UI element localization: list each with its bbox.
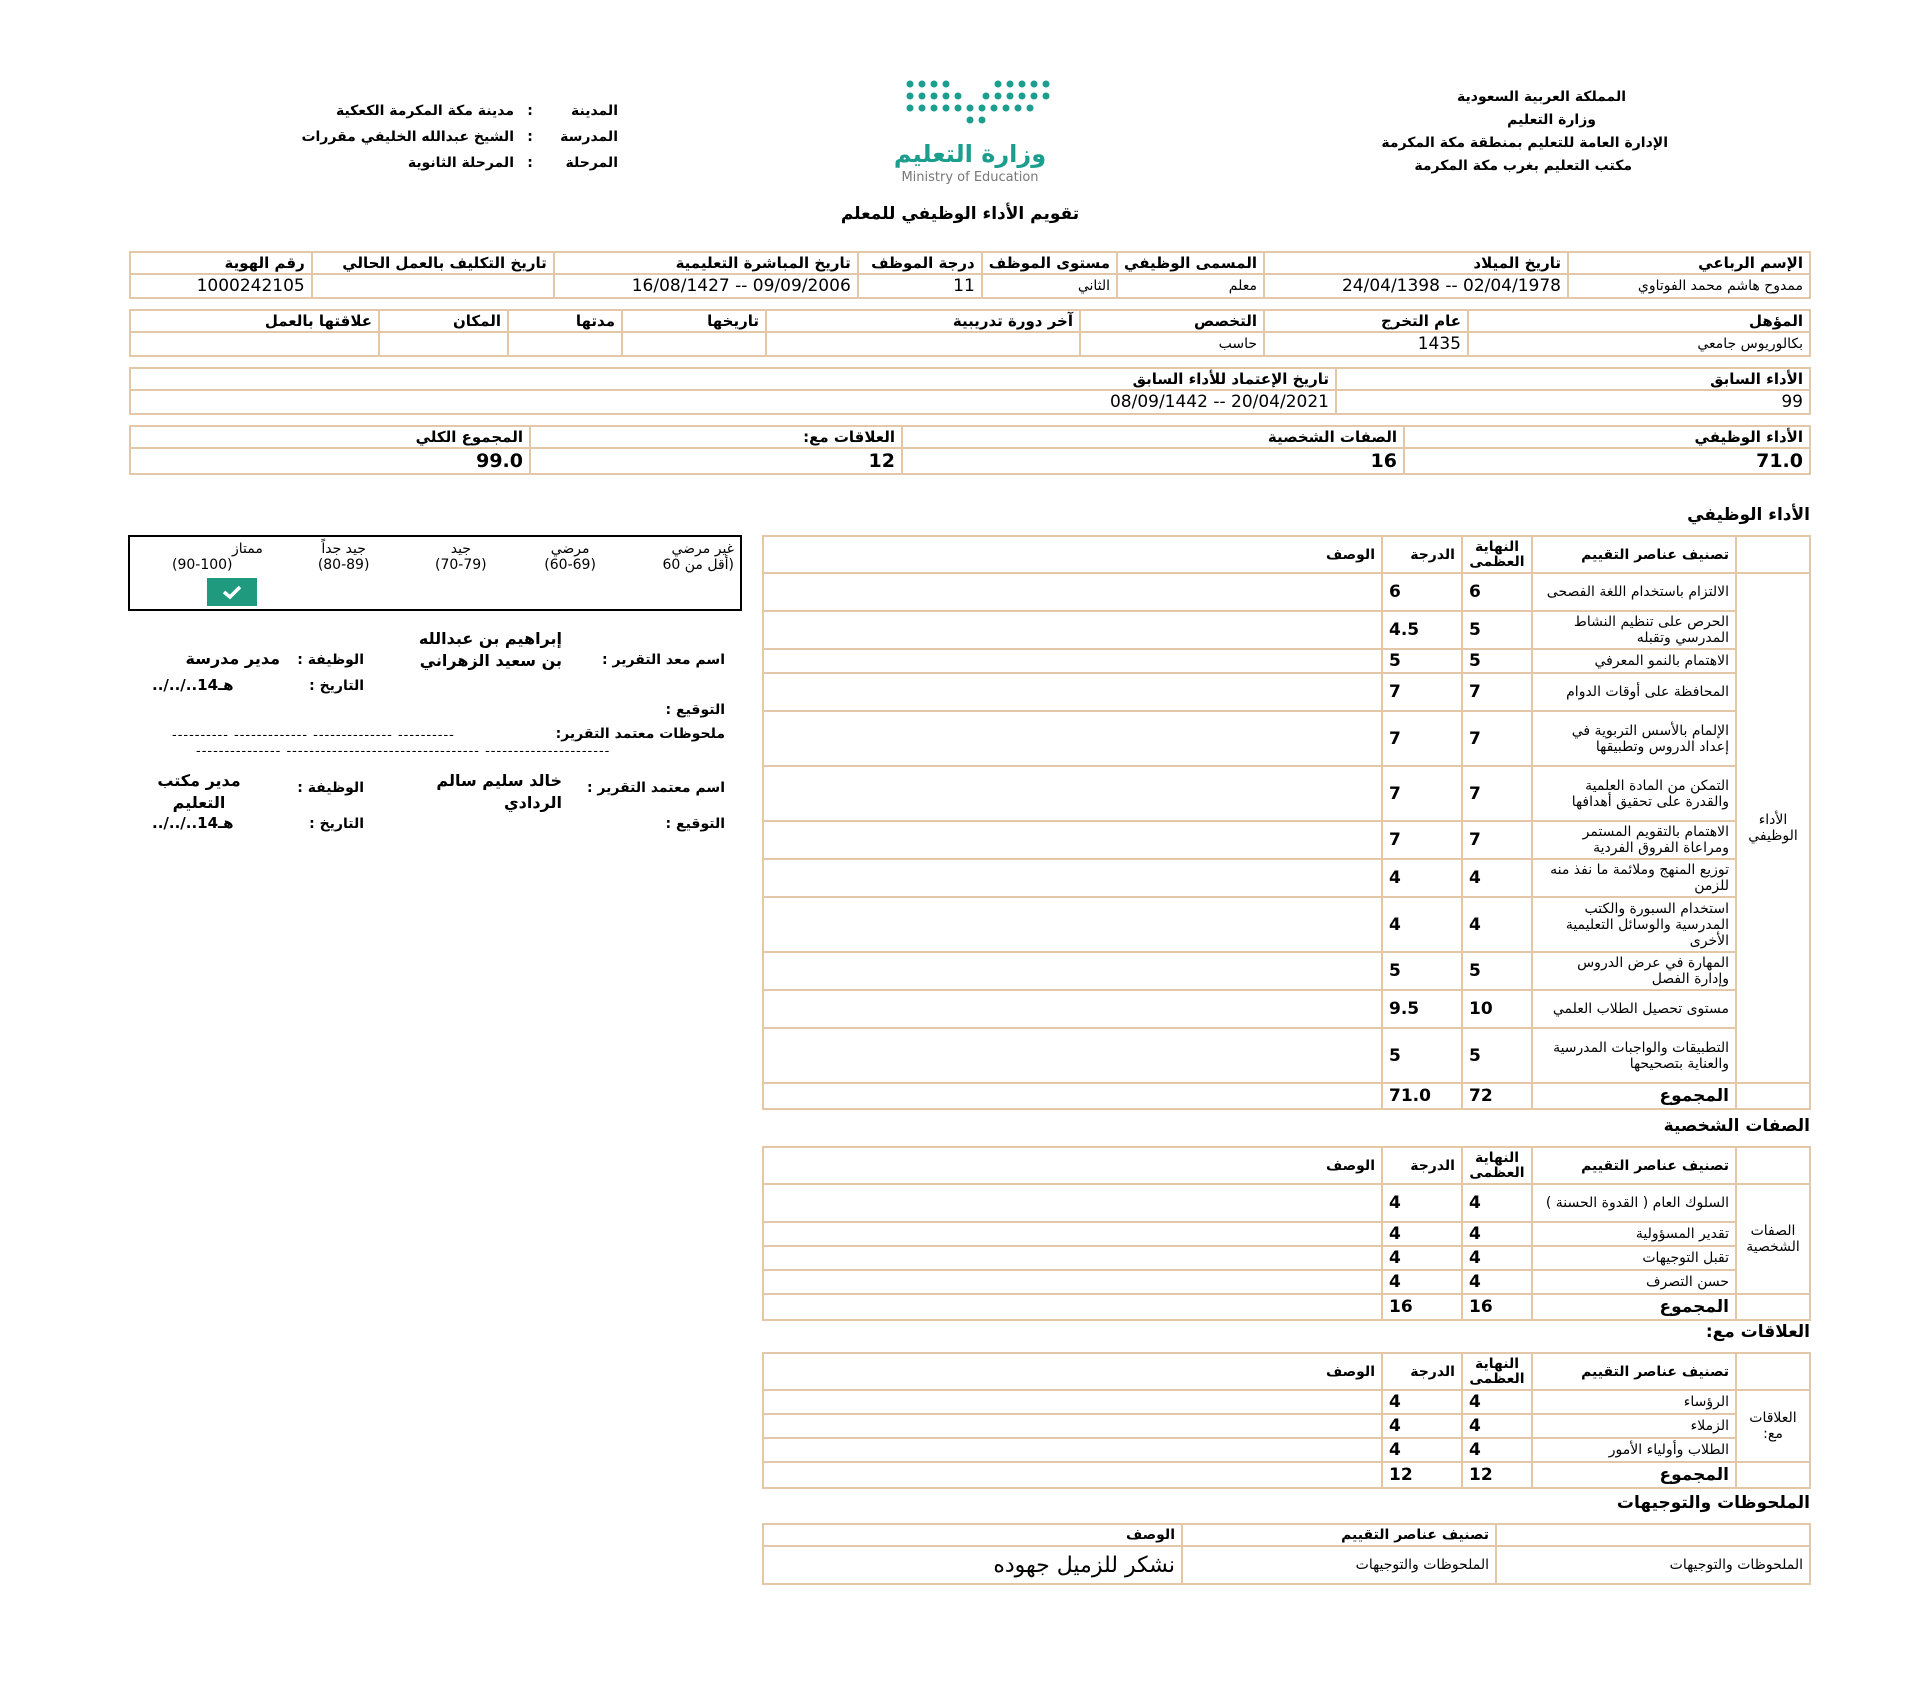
perf-row <box>763 711 1810 766</box>
approver-date-label: التاريخ : <box>309 816 364 832</box>
perf-row-description <box>763 611 1382 649</box>
relations-label: العلاقات مع: <box>530 426 902 448</box>
rating-satisfactory <box>515 541 624 573</box>
perf-row-max: 6 <box>1462 573 1532 611</box>
personal-info-table <box>129 251 1811 299</box>
perf-row-description <box>763 711 1382 766</box>
perf-row-max: 7 <box>1462 766 1532 821</box>
header-right-block <box>1248 86 1668 178</box>
notes-section-title: الملحوظات والتوجيهات <box>1616 1493 1810 1513</box>
graduation-year-label: عام التخرج <box>1264 310 1468 332</box>
relations-table <box>762 1352 1811 1489</box>
personal-row <box>763 1246 1810 1270</box>
relations-col-score: الدرجة <box>1382 1353 1462 1390</box>
ministry-line: وزارة التعليم <box>1507 112 1596 128</box>
perf-row <box>763 766 1810 821</box>
last-course-label: آخر دورة تدريبية <box>766 310 1080 332</box>
performance-total-row <box>763 1083 1810 1109</box>
performance-col-max: النهاية العظمى <box>1462 536 1532 573</box>
relations-col-category: تصنيف عناصر التقييم <box>1532 1353 1736 1390</box>
rating-selected-check <box>207 578 257 606</box>
perf-row <box>763 952 1810 990</box>
perf-row <box>763 990 1810 1028</box>
relations-row-description <box>763 1390 1382 1414</box>
perf-row-score: 6 <box>1382 573 1462 611</box>
approver-label: اسم معتمد التقرير : <box>586 780 725 796</box>
assignment-date-value <box>312 274 554 298</box>
perf-row <box>763 859 1810 897</box>
perf-row-name: الاهتمام بالتقويم المستمر ومراعاة الفروق الفردية <box>1532 821 1736 859</box>
preparer-job-value: مدير مدرسة <box>185 649 280 668</box>
perf-row-score: 5 <box>1382 1028 1462 1083</box>
rating-unsatisfactory-range: (أقل من 60 <box>662 557 734 573</box>
notes-row-category: الملحوظات والتوجيهات <box>1182 1546 1496 1584</box>
course-place-value <box>379 332 508 356</box>
perf-row <box>763 573 1810 611</box>
perf-row-name: التطبيقات والواجبات المدرسية والعناية بتصحيحها <box>1532 1028 1736 1083</box>
approver-job-label: الوظيفة : <box>297 780 364 796</box>
summary-value-row <box>130 448 1810 474</box>
perf-row-description <box>763 897 1382 952</box>
city-row <box>248 98 618 124</box>
id-number-value: 1000242105 <box>130 274 312 298</box>
personal-total-label: المجموع <box>1532 1294 1736 1320</box>
start-date-value: 16/08/1427 -- 09/09/2006 <box>554 274 858 298</box>
previous-approval-date-value: 08/09/1442 -- 20/04/2021 <box>130 390 1336 414</box>
rating-very-good-label: جيد جداً <box>321 541 366 557</box>
perf-row <box>763 1028 1810 1083</box>
rating-very-good <box>281 541 406 573</box>
personal-total-spacer <box>1736 1294 1810 1320</box>
personal-info-value-row <box>130 274 1810 298</box>
relations-row-score: 4 <box>1382 1414 1462 1438</box>
personal-col-category: تصنيف عناصر التقييم <box>1532 1147 1736 1184</box>
relations-row-score: 4 <box>1382 1390 1462 1414</box>
previous-performance-value: 99 <box>1336 390 1810 414</box>
perf-row-name: الإلمام بالأسس التربوية في إعداد الدروس وتطبيقها <box>1532 711 1736 766</box>
kingdom-line: المملكة العربية السعودية <box>1457 89 1626 105</box>
notes-table <box>762 1523 1811 1585</box>
employee-level-label: مستوى الموظف <box>982 252 1117 274</box>
perf-row-max: 5 <box>1462 649 1532 673</box>
start-date-label: تاريخ المباشرة التعليمية <box>554 252 858 274</box>
perf-row-name: المحافظة على أوقات الدوام <box>1532 673 1736 711</box>
relations-row-score: 4 <box>1382 1438 1462 1462</box>
page-title: تقويم الأداء الوظيفي للمعلم <box>840 204 1080 224</box>
relations-row <box>763 1414 1810 1438</box>
perf-row-score: 7 <box>1382 711 1462 766</box>
school-label: المدرسة <box>560 129 618 145</box>
perf-row-max: 4 <box>1462 897 1532 952</box>
employee-grade-label: درجة الموظف <box>858 252 982 274</box>
perf-group-label: الأداء الوظيفي <box>1736 573 1810 1083</box>
approver-notes-label: ملحوظات معتمد التقرير: <box>555 726 725 742</box>
logo-arabic-text: وزارة التعليم <box>893 140 1047 168</box>
course-relevance-value <box>130 332 379 356</box>
perf-row-score: 7 <box>1382 821 1462 859</box>
approver-notes-line-2: --------------- ---------------------------------- ---------------------- <box>196 744 611 759</box>
perf-row-description <box>763 821 1382 859</box>
perf-row-name: مستوى تحصيل الطلاب العلمي <box>1532 990 1736 1028</box>
perf-row-description <box>763 1028 1382 1083</box>
personal-row-description <box>763 1222 1382 1246</box>
personal-col-max: النهاية العظمى <box>1462 1147 1532 1184</box>
employee-level-value: الثاني <box>982 274 1117 298</box>
perf-row <box>763 821 1810 859</box>
perf-row-description <box>763 573 1382 611</box>
relations-total-label: المجموع <box>1532 1462 1736 1488</box>
perf-row-score: 4.5 <box>1382 611 1462 649</box>
perf-row-description <box>763 649 1382 673</box>
checkmark-icon <box>221 584 243 600</box>
performance-total-spacer <box>1736 1083 1810 1109</box>
relations-row-description <box>763 1438 1382 1462</box>
major-label: التخصص <box>1080 310 1264 332</box>
qualification-header-row <box>130 310 1810 332</box>
qualification-value-row <box>130 332 1810 356</box>
personal-row-name: تقدير المسؤولية <box>1532 1222 1736 1246</box>
course-duration-value <box>508 332 622 356</box>
personal-group-label: الصفات الشخصية <box>1736 1184 1810 1294</box>
header-left-block <box>248 98 618 176</box>
performance-col-category: تصنيف عناصر التقييم <box>1532 536 1736 573</box>
city-colon: : <box>527 103 533 119</box>
last-course-value <box>766 332 1080 356</box>
relations-row-max: 4 <box>1462 1390 1532 1414</box>
approver-signature-label: التوقيع : <box>665 816 725 832</box>
perf-row-max: 7 <box>1462 711 1532 766</box>
relations-col-description: الوصف <box>763 1353 1382 1390</box>
relations-total-max: 12 <box>1462 1462 1532 1488</box>
approver-notes-line-1: ---------- ------------- -------------- ---------- <box>172 728 455 743</box>
perf-row-score: 7 <box>1382 673 1462 711</box>
stage-row <box>248 150 618 176</box>
performance-body <box>763 573 1810 1083</box>
performance-total-score: 71.0 <box>1382 1083 1462 1109</box>
perf-row-description <box>763 990 1382 1028</box>
relations-header-row <box>763 1353 1810 1390</box>
rating-scale-box <box>128 535 742 611</box>
preparer-name: إبراهيم بن عبدالله بن سعيد الزهراني <box>418 629 562 670</box>
office-line: مكتب التعليم بغرب مكة المكرمة <box>1414 158 1632 174</box>
personal-row-name: السلوك العام ( القدوة الحسنة ) <box>1532 1184 1736 1222</box>
personal-row-description <box>763 1246 1382 1270</box>
notes-row-label: الملحوظات والتوجيهات <box>1496 1546 1810 1584</box>
relations-row-name: الطلاب وأولياء الأمور <box>1532 1438 1736 1462</box>
course-date-label: تاريخها <box>622 310 766 332</box>
personal-body <box>763 1184 1810 1294</box>
preparer-job-label: الوظيفة : <box>297 652 364 668</box>
approver-name: خالد سليم سالم الردادي <box>436 771 562 812</box>
rating-unsatisfactory <box>625 541 734 573</box>
relations-row-max: 4 <box>1462 1414 1532 1438</box>
relations-col-max: النهاية العظمى <box>1462 1353 1532 1390</box>
qualification-value: بكالوريوس جامعي <box>1468 332 1810 356</box>
notes-header-spacer <box>1496 1524 1810 1546</box>
personal-row-score: 4 <box>1382 1246 1462 1270</box>
course-date-value <box>622 332 766 356</box>
previous-performance-header-row <box>130 368 1810 390</box>
approver-date-value: ../../..14هـ <box>152 814 234 832</box>
rating-satisfactory-range: (60-69) <box>544 557 596 573</box>
performance-group-header <box>1736 536 1810 573</box>
grand-total-label: المجموع الكلي <box>130 426 530 448</box>
relations-row-name: الزملاء <box>1532 1414 1736 1438</box>
performance-table <box>762 535 1811 1110</box>
perf-row-name: المهارة في عرض الدروس وإدارة الفصل <box>1532 952 1736 990</box>
perf-row <box>763 897 1810 952</box>
personal-row-max: 4 <box>1462 1246 1532 1270</box>
relations-total-spacer <box>1736 1462 1810 1488</box>
performance-total-description <box>763 1083 1382 1109</box>
notes-header-row <box>763 1524 1810 1546</box>
summary-header-row <box>130 426 1810 448</box>
perf-row-max: 10 <box>1462 990 1532 1028</box>
course-place-label: المكان <box>379 310 508 332</box>
employee-grade-value: 11 <box>858 274 982 298</box>
personal-col-score: الدرجة <box>1382 1147 1462 1184</box>
performance-total-label: المجموع <box>1532 1083 1736 1109</box>
personal-row-score: 4 <box>1382 1184 1462 1222</box>
relations-row <box>763 1438 1810 1462</box>
relations-row-description <box>763 1414 1382 1438</box>
perf-row-score: 9.5 <box>1382 990 1462 1028</box>
previous-performance-label: الأداء السابق <box>1336 368 1810 390</box>
relations-row-name: الرؤساء <box>1532 1390 1736 1414</box>
ministry-logo <box>870 74 1070 190</box>
performance-section-title: الأداء الوظيفي <box>1687 505 1810 525</box>
rating-very-good-range: (80-89) <box>317 557 370 573</box>
course-relevance-label: علاقتها بالعمل <box>130 310 379 332</box>
notes-row <box>763 1546 1810 1584</box>
city-label: المدينة <box>571 103 618 119</box>
birth-date-label: تاريخ الميلاد <box>1264 252 1568 274</box>
performance-total-max: 72 <box>1462 1083 1532 1109</box>
relations-total-score: 12 <box>1382 1462 1462 1488</box>
relations-group-label: العلاقات مع: <box>1736 1390 1810 1462</box>
job-performance-value: 71.0 <box>1404 448 1810 474</box>
personal-row-description <box>763 1184 1382 1222</box>
personal-row <box>763 1184 1810 1222</box>
qualification-label: المؤهل <box>1468 310 1810 332</box>
birth-date-value: 24/04/1398 -- 02/04/1978 <box>1264 274 1568 298</box>
personal-total-score: 16 <box>1382 1294 1462 1320</box>
assignment-date-label: تاريخ التكليف بالعمل الحالي <box>312 252 554 274</box>
personal-traits-label: الصفات الشخصية <box>902 426 1404 448</box>
personal-row-max: 4 <box>1462 1184 1532 1222</box>
personal-total-row <box>763 1294 1810 1320</box>
major-value: حاسب <box>1080 332 1264 356</box>
perf-row-score: 7 <box>1382 766 1462 821</box>
perf-row-name: استخدام السبورة والكتب المدرسية والوسائل التعليمية الأخرى <box>1532 897 1736 952</box>
personal-info-header-row <box>130 252 1810 274</box>
perf-row-name: التمكن من المادة العلمية والقدرة على تحقيق أهدافها <box>1532 766 1736 821</box>
school-value: الشيخ عبدالله الخليفي مقررات <box>301 129 514 145</box>
performance-header-row <box>763 536 1810 573</box>
summary-table <box>129 425 1811 475</box>
notes-col-category: تصنيف عناصر التقييم <box>1182 1524 1496 1546</box>
graduation-year-value: 1435 <box>1264 332 1468 356</box>
rating-good-range: (70-79) <box>435 557 487 573</box>
personal-header-row <box>763 1147 1810 1184</box>
perf-row-score: 4 <box>1382 859 1462 897</box>
perf-row-name: الاهتمام بالنمو المعرفي <box>1532 649 1736 673</box>
perf-row-score: 5 <box>1382 952 1462 990</box>
personal-row-name: حسن التصرف <box>1532 1270 1736 1294</box>
personal-traits-value: 16 <box>902 448 1404 474</box>
perf-row <box>763 611 1810 649</box>
rating-good <box>406 541 515 573</box>
personal-row-score: 4 <box>1382 1270 1462 1294</box>
preparer-signature-label: التوقيع : <box>665 702 725 718</box>
stage-colon: : <box>527 155 533 171</box>
job-performance-label: الأداء الوظيفي <box>1404 426 1810 448</box>
rating-satisfactory-label: مرضي <box>550 541 590 557</box>
rating-unsatisfactory-label: غير مرضي <box>671 541 734 557</box>
personal-section-title: الصفات الشخصية <box>1663 1116 1810 1136</box>
perf-row-description <box>763 766 1382 821</box>
perf-row-max: 5 <box>1462 952 1532 990</box>
relations-row <box>763 1390 1810 1414</box>
relations-section-title: العلاقات مع: <box>1705 1322 1810 1342</box>
perf-row-name: الالتزام باستخدام اللغة الفصحى <box>1532 573 1736 611</box>
perf-row-name: توزيع المنهج وملائمة ما نفذ منه للزمن <box>1532 859 1736 897</box>
logo-dots-icon <box>870 74 1070 134</box>
perf-row-description <box>763 859 1382 897</box>
personal-row-score: 4 <box>1382 1222 1462 1246</box>
previous-approval-date-label: تاريخ الإعتماد للأداء السابق <box>130 368 1336 390</box>
personal-row-description <box>763 1270 1382 1294</box>
relations-total-row <box>763 1462 1810 1488</box>
perf-row-description <box>763 673 1382 711</box>
personal-total-description <box>763 1294 1382 1320</box>
personal-row <box>763 1222 1810 1246</box>
school-colon: : <box>527 129 533 145</box>
previous-performance-table <box>129 367 1811 415</box>
perf-row-max: 7 <box>1462 821 1532 859</box>
perf-row-max: 5 <box>1462 611 1532 649</box>
performance-col-description: الوصف <box>763 536 1382 573</box>
directorate-line: الإدارة العامة للتعليم بمنطقة مكة المكرمة <box>1381 135 1668 151</box>
rating-labels-row <box>138 541 734 573</box>
relations-row-max: 4 <box>1462 1438 1532 1462</box>
preparer-label: اسم معد التقرير : <box>602 652 725 668</box>
perf-row-max: 5 <box>1462 1028 1532 1083</box>
personal-group-header <box>1736 1147 1810 1184</box>
logo-english-text: Ministry of Education <box>901 170 1039 185</box>
stage-label: المرحلة <box>565 155 618 171</box>
full-name-value: ممدوح هاشم محمد الفوتاوي <box>1568 274 1810 298</box>
perf-row-description <box>763 952 1382 990</box>
course-duration-label: مدتها <box>508 310 622 332</box>
relations-total-description <box>763 1462 1382 1488</box>
approver-job-value: مدير مكتب التعليم <box>157 771 241 812</box>
personal-row-name: تقبل التوجيهات <box>1532 1246 1736 1270</box>
personal-table <box>762 1146 1811 1321</box>
perf-row-max: 4 <box>1462 859 1532 897</box>
perf-row-score: 4 <box>1382 897 1462 952</box>
rating-excellent-label: ممتاز <box>231 541 263 557</box>
id-number-label: رقم الهوية <box>130 252 312 274</box>
personal-row <box>763 1270 1810 1294</box>
relations-value: 12 <box>530 448 902 474</box>
grand-total-value: 99.0 <box>130 448 530 474</box>
perf-row <box>763 649 1810 673</box>
performance-col-score: الدرجة <box>1382 536 1462 573</box>
perf-row <box>763 673 1810 711</box>
job-title-label: المسمى الوظيفي <box>1117 252 1264 274</box>
school-row <box>248 124 618 150</box>
job-title-value: معلم <box>1117 274 1264 298</box>
notes-col-description: الوصف <box>763 1524 1182 1546</box>
personal-row-max: 4 <box>1462 1270 1532 1294</box>
rating-excellent-range: (90-100) <box>171 557 233 573</box>
personal-row-max: 4 <box>1462 1222 1532 1246</box>
notes-row-description: نشكر للزميل جهوده <box>763 1546 1182 1584</box>
rating-good-label: جيد <box>450 541 471 557</box>
personal-col-description: الوصف <box>763 1147 1382 1184</box>
previous-performance-value-row <box>130 390 1810 414</box>
relations-group-header <box>1736 1353 1810 1390</box>
city-value: مدينة مكة المكرمة الكعكية <box>335 103 514 119</box>
relations-body <box>763 1390 1810 1462</box>
stage-value: المرحلة الثانوية <box>407 155 514 171</box>
full-name-label: الإسم الرباعي <box>1568 252 1810 274</box>
perf-row-name: الحرص على تنظيم النشاط المدرسي وتقبله <box>1532 611 1736 649</box>
personal-total-max: 16 <box>1462 1294 1532 1320</box>
rating-excellent <box>138 541 281 573</box>
qualification-table <box>129 309 1811 357</box>
preparer-date-value: ../../..14هـ <box>152 676 234 694</box>
perf-row-max: 7 <box>1462 673 1532 711</box>
preparer-date-label: التاريخ : <box>309 678 364 694</box>
perf-row-score: 5 <box>1382 649 1462 673</box>
